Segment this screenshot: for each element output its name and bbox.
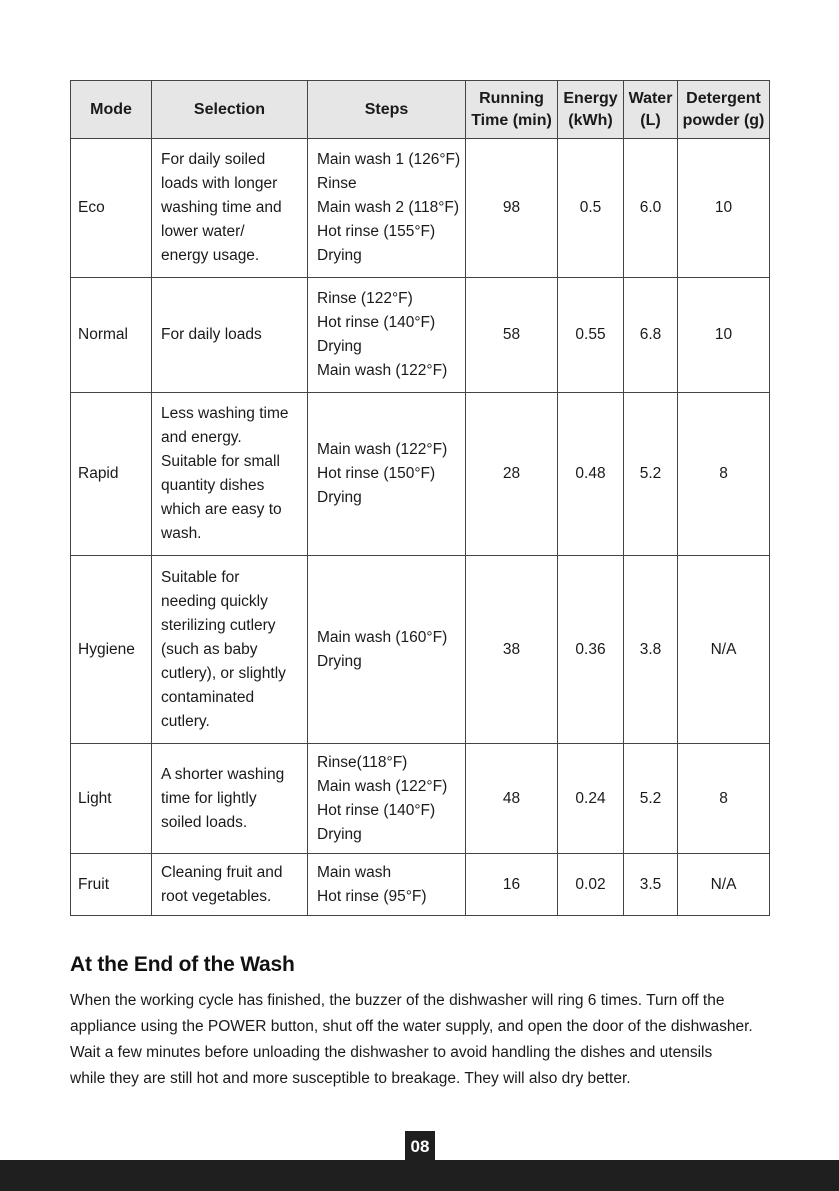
cell-selection xyxy=(152,139,308,278)
step-line: Rinse(118°F) xyxy=(317,753,408,771)
cell-selection xyxy=(152,278,308,393)
cell-steps xyxy=(308,139,466,278)
selection-line: cutlery), or slightly xyxy=(161,664,286,682)
selection-line: wash. xyxy=(161,525,202,542)
section-title: At the End of the Wash xyxy=(70,953,295,976)
step-line: Rinse (122°F) xyxy=(317,290,413,307)
cell-running-time: 16 xyxy=(466,854,558,916)
cell-running-time: 48 xyxy=(466,744,558,854)
cell-steps xyxy=(308,556,466,744)
cell-detergent: N/A xyxy=(678,854,770,916)
step-line: Hot rinse (155°F) xyxy=(317,223,436,240)
step-line: Hot rinse (150°F) xyxy=(317,465,436,482)
paragraph-line: appliance using the POWER button, shut off the water supply, and open the door of the dishwasher. xyxy=(70,1018,753,1035)
step-line: Main wash (122°F) xyxy=(317,441,448,458)
selection-line: washing time and xyxy=(161,199,282,216)
header-water-line: (L) xyxy=(640,111,661,129)
cell-steps xyxy=(308,854,466,916)
cell-detergent: 8 xyxy=(678,393,770,556)
cell-mode: Normal xyxy=(71,278,152,393)
cell-mode: Rapid xyxy=(71,393,152,556)
table-row xyxy=(71,393,770,556)
cell-mode: Hygiene xyxy=(71,556,152,744)
cell-detergent: 10 xyxy=(678,139,770,278)
header-running-time xyxy=(466,81,558,139)
wash-programs-table xyxy=(70,80,770,916)
cell-energy: 0.36 xyxy=(558,556,624,744)
selection-line: contaminated xyxy=(161,688,255,706)
selection-line: sterilizing cutlery xyxy=(161,616,276,634)
selection-line: needing quickly xyxy=(161,592,268,610)
end-of-wash-paragraph xyxy=(70,988,800,1092)
table-header-row xyxy=(71,81,770,139)
paragraph-line: while they are still hot and more susceptible to breakage. They will also dry better. xyxy=(70,1070,631,1087)
paragraph-line: Wait a few minutes before unloading the dishwasher to avoid handling the dishes and utensils xyxy=(70,1044,713,1061)
header-steps: Steps xyxy=(308,81,466,139)
step-line: Drying xyxy=(317,825,362,843)
cell-detergent: 10 xyxy=(678,278,770,393)
selection-line: (such as baby xyxy=(161,640,258,658)
selection-line: lower water/ xyxy=(161,223,245,240)
cell-energy: 0.02 xyxy=(558,854,624,916)
cell-steps xyxy=(308,744,466,854)
header-energy-line: Energy xyxy=(563,89,618,107)
cell-energy: 0.5 xyxy=(558,139,624,278)
table-row xyxy=(71,556,770,744)
footer-bar xyxy=(0,1160,839,1191)
cell-water: 3.5 xyxy=(624,854,678,916)
step-line: Drying xyxy=(317,652,362,670)
header-water xyxy=(624,81,678,139)
selection-line: root vegetables. xyxy=(161,887,272,905)
selection-line: Suitable for xyxy=(161,568,240,586)
step-line: Main wash (122°F) xyxy=(317,777,448,795)
selection-line: cutlery. xyxy=(161,712,210,730)
cell-water: 6.0 xyxy=(624,139,678,278)
cell-steps xyxy=(308,278,466,393)
cell-selection xyxy=(152,393,308,556)
cell-detergent: 8 xyxy=(678,744,770,854)
selection-line: energy usage. xyxy=(161,247,260,264)
table-row xyxy=(71,139,770,278)
header-energy-line: (kWh) xyxy=(568,111,613,129)
cell-running-time: 58 xyxy=(466,278,558,393)
cell-steps xyxy=(308,393,466,556)
step-line: Hot rinse (140°F) xyxy=(317,801,436,819)
header-running-time-line: Time (min) xyxy=(471,111,552,129)
cell-water: 5.2 xyxy=(624,393,678,556)
cell-mode: Fruit xyxy=(71,854,152,916)
cell-selection xyxy=(152,744,308,854)
cell-energy: 0.55 xyxy=(558,278,624,393)
header-detergent xyxy=(678,81,770,139)
selection-line: A shorter washing xyxy=(161,765,285,783)
selection-line: and energy. xyxy=(161,429,242,446)
step-line: Main wash 1 (126°F) xyxy=(317,151,461,168)
selection-line: loads with longer xyxy=(161,175,278,192)
cell-water: 3.8 xyxy=(624,556,678,744)
cell-mode: Eco xyxy=(71,139,152,278)
selection-line: soiled loads. xyxy=(161,813,248,831)
cell-detergent: N/A xyxy=(678,556,770,744)
selection-line: quantity dishes xyxy=(161,477,265,494)
table-row xyxy=(71,744,770,854)
table-row xyxy=(71,278,770,393)
step-line: Main wash xyxy=(317,863,392,881)
header-selection: Selection xyxy=(152,81,308,139)
cell-selection xyxy=(152,556,308,744)
cell-selection xyxy=(152,854,308,916)
header-running-time-line: Running xyxy=(479,89,544,107)
header-detergent-line: powder (g) xyxy=(682,111,765,129)
header-energy xyxy=(558,81,624,139)
step-line: Main wash (160°F) xyxy=(317,628,448,646)
header-mode: Mode xyxy=(71,81,152,139)
cell-water: 6.8 xyxy=(624,278,678,393)
step-line: Drying xyxy=(317,247,362,264)
header-detergent-line: Detergent xyxy=(686,89,761,107)
cell-water: 5.2 xyxy=(624,744,678,854)
step-line: Main wash (122°F) xyxy=(317,362,448,379)
cell-energy: 0.24 xyxy=(558,744,624,854)
step-line: Main wash 2 (118°F) xyxy=(317,199,460,216)
selection-line: For daily soiled xyxy=(161,151,266,168)
selection-line: For daily loads xyxy=(161,326,262,343)
step-line: Drying xyxy=(317,489,362,506)
step-line: Drying xyxy=(317,338,362,355)
cell-running-time: 38 xyxy=(466,556,558,744)
selection-line: time for lightly xyxy=(161,789,257,807)
cell-energy: 0.48 xyxy=(558,393,624,556)
step-line: Hot rinse (95°F) xyxy=(317,887,427,905)
selection-line: Cleaning fruit and xyxy=(161,863,283,881)
cell-running-time: 28 xyxy=(466,393,558,556)
step-line: Rinse xyxy=(317,175,357,192)
cell-mode: Light xyxy=(71,744,152,854)
table-row xyxy=(71,854,770,916)
paragraph-line: When the working cycle has finished, the buzzer of the dishwasher will ring 6 times. Turn off the xyxy=(70,992,725,1009)
selection-line: which are easy to xyxy=(161,501,282,518)
selection-line: Suitable for small xyxy=(161,453,280,470)
page-number: 08 xyxy=(405,1131,435,1162)
step-line: Hot rinse (140°F) xyxy=(317,314,436,331)
selection-line: Less washing time xyxy=(161,405,289,422)
header-water-line: Water xyxy=(628,89,673,107)
cell-running-time: 98 xyxy=(466,139,558,278)
